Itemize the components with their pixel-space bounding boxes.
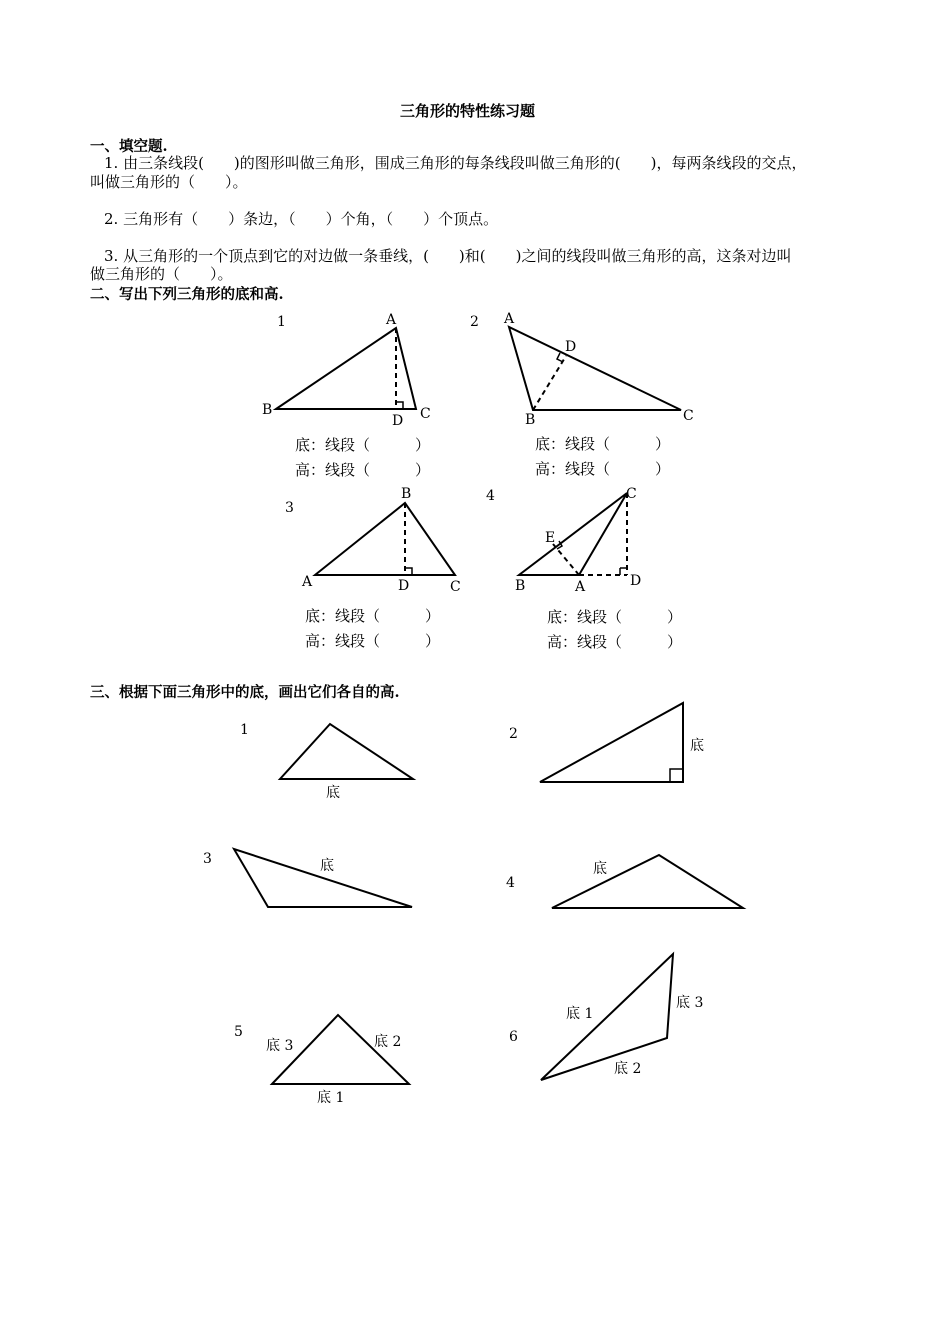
s3-triangle-6 (541, 954, 673, 1080)
fig4-height-answer: 高：线段（ ） (547, 633, 683, 651)
question-3-line-1: 3. 从三角形的一个顶点到它的对边做一条垂线，( )和( )之间的线段叫做三角形的高，这条对边叫 (104, 247, 792, 265)
fig1-height-answer: 高：线段（ ） (295, 461, 431, 479)
s2-fig4-point-d: D (630, 573, 642, 589)
s3-fig1-number: 1 (240, 722, 249, 738)
fig2-base-answer: 底：线段（ ） (535, 435, 671, 453)
s3-fig5-number: 5 (234, 1024, 243, 1040)
s2-fig2-point-d: D (565, 339, 577, 355)
fig4-base-answer: 底：线段（ ） (547, 608, 683, 626)
section3-heading: 三、根据下面三角形中的底，画出它们各自的高. (90, 684, 400, 701)
s2-fig3-point-c: C (450, 579, 461, 595)
s3-triangle-4 (552, 855, 743, 908)
page-title: 三角形的特性练习题 (400, 102, 536, 120)
fig2-height-answer: 高：线段（ ） (535, 460, 671, 478)
question-2: 2. 三角形有（ ）条边，（ ）个角，（ ）个顶点。 (104, 210, 499, 228)
s3-fig3-base: 底 (320, 858, 334, 874)
fig3-base-answer: 底：线段（ ） (305, 607, 441, 625)
s3-fig1-base: 底 (326, 785, 340, 801)
s2-fig1-point-d: D (392, 413, 404, 429)
question-3-line-2: 做三角形的（ ）。 (90, 265, 233, 283)
s3-fig5-base-1: 底 1 (317, 1090, 345, 1106)
s3-fig5-base-2: 底 2 (374, 1034, 402, 1050)
s2-fig4-point-a: A (575, 579, 586, 595)
s2-fig4-point-c: C (626, 486, 637, 502)
s2-triangle-1 (276, 328, 416, 409)
s2-fig4-point-b: B (515, 578, 526, 594)
s2-fig3-point-b: B (401, 486, 412, 502)
s3-fig6-base-3: 底 3 (676, 995, 704, 1011)
s2-fig2-point-c: C (683, 408, 694, 424)
s2-fig1-point-a: A (386, 312, 397, 328)
question-1-line-2: 叫做三角形的（ ）。 (90, 173, 248, 191)
section2-heading: 二、写出下列三角形的底和高. (90, 286, 284, 303)
s3-fig4-base: 底 (593, 861, 607, 877)
s3-fig6-base-1: 底 1 (566, 1006, 594, 1022)
s3-fig5-base-3: 底 3 (266, 1038, 294, 1054)
s2-fig1-point-c: C (420, 406, 431, 422)
fig1-base-answer: 底：线段（ ） (295, 436, 431, 454)
s3-fig6-number: 6 (509, 1029, 518, 1045)
s2-fig1-point-b: B (262, 402, 273, 418)
s2-fig3-point-a: A (302, 574, 313, 590)
fig3-height-answer: 高：线段（ ） (305, 632, 441, 650)
s2-fig2-number: 2 (470, 314, 479, 330)
s2-fig3-number: 3 (285, 500, 294, 516)
s2-triangle-4 (519, 493, 627, 575)
s2-triangle-3 (315, 503, 455, 575)
s3-triangle-2 (540, 703, 683, 782)
s3-fig6-base-2: 底 2 (614, 1061, 642, 1077)
s3-fig4-number: 4 (506, 875, 515, 891)
s3-triangle-1 (280, 724, 413, 779)
s3-fig3-number: 3 (203, 851, 212, 867)
s2-fig3-point-d: D (398, 578, 410, 594)
s3-fig2-number: 2 (509, 726, 518, 742)
s2-fig4-number: 4 (486, 488, 495, 504)
section1-heading: 一、填空题. (90, 138, 168, 155)
s2-labels (262, 311, 694, 595)
s2-fig4-point-e: E (545, 530, 556, 546)
s2-triangle-2 (509, 327, 681, 410)
question-1-line-1: 1. 由三条线段( )的图形叫做三角形，围成三角形的每条线段叫做三角形的( )，每两条线段的交点， (104, 154, 807, 172)
s2-fig2-point-b: B (525, 412, 536, 428)
s3-fig2-base: 底 (690, 738, 704, 754)
s2-fig2-point-a: A (504, 311, 515, 327)
s2-fig1-number: 1 (277, 314, 286, 330)
